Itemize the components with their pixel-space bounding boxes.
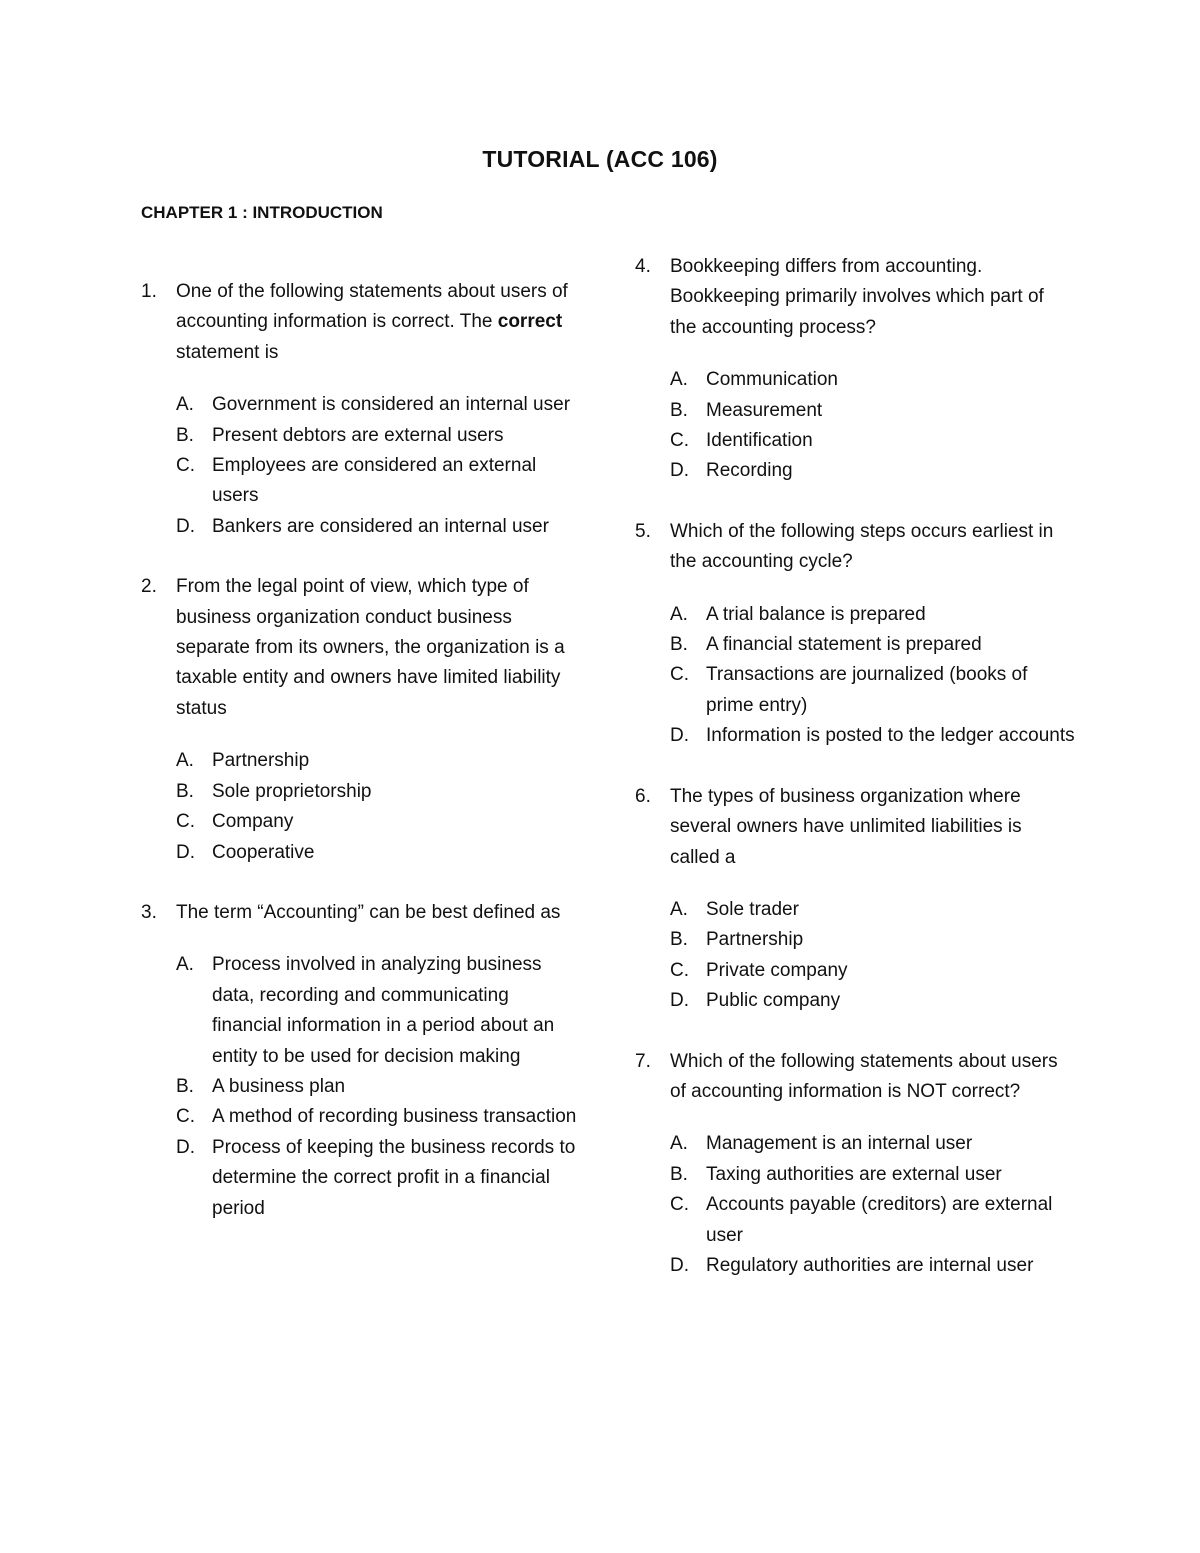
answer-option — [176, 390, 581, 420]
option-text: Bankers are considered an internal user — [212, 515, 549, 537]
option-text: Process involved in analyzing business data, recording and communicating financial information in a period about an entity to be used for decision making — [212, 954, 555, 1067]
option-letter: A. — [176, 394, 194, 416]
option-text: A trial balance is prepared — [706, 603, 926, 625]
question-4 — [635, 252, 1075, 487]
answer-options — [141, 950, 581, 1224]
question-stem — [141, 898, 581, 928]
option-text: Communication — [706, 369, 838, 391]
answer-option — [176, 1072, 581, 1102]
option-letter: B. — [176, 1075, 194, 1097]
question-7 — [635, 1047, 1075, 1282]
option-letter: D. — [176, 1136, 195, 1158]
answer-option — [670, 986, 1075, 1016]
question-number: 5. — [635, 520, 651, 542]
answer-option — [670, 396, 1075, 426]
option-letter: B. — [176, 424, 194, 446]
option-text: Company — [212, 811, 294, 833]
option-letter: D. — [670, 460, 689, 482]
chapter-heading: CHAPTER 1 : INTRODUCTION — [141, 203, 383, 222]
answer-option — [670, 1190, 1075, 1251]
answer-option — [670, 925, 1075, 955]
answer-option — [670, 895, 1075, 925]
question-number: 7. — [635, 1050, 651, 1072]
option-text: Partnership — [706, 929, 804, 951]
answer-option — [670, 426, 1075, 456]
answer-option — [670, 956, 1075, 986]
option-letter: A. — [670, 369, 688, 391]
answer-options — [141, 746, 581, 868]
question-stem — [141, 277, 581, 368]
question-number: 6. — [635, 785, 651, 807]
answer-option — [176, 807, 581, 837]
answer-options — [635, 600, 1075, 752]
page-title: TUTORIAL (ACC 106) — [482, 146, 718, 172]
answer-option — [176, 421, 581, 451]
question-text: Bookkeeping differs from accounting. Bookkeeping primarily involves which part of the accounting process? — [670, 256, 1044, 338]
option-letter: D. — [670, 725, 689, 747]
answer-option — [670, 660, 1075, 721]
question-number: 3. — [141, 901, 157, 923]
left-column — [141, 277, 581, 1254]
answer-option — [176, 746, 581, 776]
option-text: Taxing authorities are external user — [706, 1163, 1002, 1185]
option-text: Recording — [706, 460, 793, 482]
question-number: 4. — [635, 256, 651, 277]
option-letter: A. — [670, 1133, 688, 1155]
answer-option — [670, 630, 1075, 660]
question-number: 2. — [141, 576, 157, 598]
question-text-end: statement is — [176, 341, 279, 363]
option-text: Sole proprietorship — [212, 780, 372, 802]
option-text: Employees are considered an external users — [212, 455, 537, 507]
right-column — [635, 252, 1075, 1311]
question-2 — [141, 572, 581, 868]
option-letter: B. — [176, 780, 194, 802]
option-letter: C. — [670, 430, 689, 452]
question-6 — [635, 782, 1075, 1017]
answer-option — [176, 1102, 581, 1132]
answer-options — [635, 895, 1075, 1017]
answer-option — [670, 1160, 1075, 1190]
option-text: Process of keeping the business records to determine the correct profit in a financial period — [212, 1136, 576, 1219]
answer-options — [141, 390, 581, 542]
answer-option — [670, 600, 1075, 630]
option-text: Sole trader — [706, 898, 799, 920]
option-text: Measurement — [706, 399, 823, 421]
option-letter: A. — [176, 954, 194, 976]
option-letter: A. — [176, 750, 194, 772]
question-stem — [635, 252, 1075, 343]
option-letter: D. — [670, 990, 689, 1012]
option-text: Partnership — [212, 750, 310, 772]
option-text: Accounts payable (creditors) are external user — [706, 1194, 1053, 1246]
question-5 — [635, 517, 1075, 752]
question-stem — [141, 572, 581, 724]
option-letter: C. — [176, 811, 195, 833]
question-3 — [141, 898, 581, 1224]
question-1 — [141, 277, 581, 542]
option-letter: D. — [176, 515, 195, 537]
option-letter: C. — [670, 664, 689, 686]
answer-option — [176, 838, 581, 868]
question-stem — [635, 782, 1075, 873]
option-letter: D. — [176, 841, 195, 863]
question-text: Which of the following statements about users of accounting information is NOT correct? — [670, 1050, 1058, 1102]
option-text: Transactions are journalized (books of prime entry) — [706, 664, 1028, 716]
answer-options — [635, 1129, 1075, 1281]
question-text: Which of the following steps occurs earliest in the accounting cycle? — [670, 520, 1054, 573]
question-text-emphasis: correct — [497, 311, 563, 333]
option-text: Management is an internal user — [706, 1133, 973, 1155]
option-letter: B. — [670, 929, 688, 951]
option-text: Identification — [706, 430, 813, 452]
option-text: Public company — [706, 990, 841, 1012]
option-text: Regulatory authorities are internal user — [706, 1254, 1034, 1276]
option-text: A financial statement is prepared — [706, 634, 982, 656]
answer-option — [176, 1133, 581, 1224]
question-number: 1. — [141, 281, 157, 302]
answer-option — [176, 777, 581, 807]
option-text: Information is posted to the ledger accounts — [706, 725, 1075, 747]
option-letter: B. — [670, 634, 688, 656]
option-letter: D. — [670, 1254, 689, 1276]
option-text: A method of recording business transaction — [212, 1106, 577, 1128]
question-text: The term “Accounting” can be best defined as — [176, 901, 561, 923]
option-letter: C. — [670, 1194, 689, 1216]
option-letter: A. — [670, 898, 688, 920]
answer-option — [176, 950, 581, 1072]
option-letter: B. — [670, 399, 688, 421]
option-letter: B. — [670, 1163, 688, 1185]
question-text: One of the following statements about users of accounting information is correct. The — [176, 281, 568, 333]
answer-option — [670, 1129, 1075, 1159]
answer-option — [176, 512, 581, 542]
option-text: Cooperative — [212, 841, 315, 863]
option-letter: A. — [670, 603, 688, 625]
option-letter: C. — [670, 959, 689, 981]
answer-option — [670, 365, 1075, 395]
answer-option — [176, 451, 581, 512]
answer-option — [670, 456, 1075, 486]
option-text: A business plan — [212, 1075, 346, 1097]
option-text: Present debtors are external users — [212, 424, 504, 446]
option-letter: C. — [176, 455, 195, 477]
answer-option — [670, 1251, 1075, 1281]
question-text: From the legal point of view, which type of business organization conduct business separate from its owners, the organization is a taxable entity and owners have limited liability status — [176, 576, 565, 719]
question-stem — [635, 1047, 1075, 1108]
option-letter: C. — [176, 1106, 195, 1128]
option-text: Private company — [706, 959, 848, 981]
question-stem — [635, 517, 1075, 578]
answer-option — [670, 721, 1075, 751]
question-text: The types of business organization where several owners have unlimited liabilities is called a — [670, 785, 1022, 868]
answer-options — [635, 365, 1075, 487]
option-text: Government is considered an internal user — [212, 394, 571, 416]
